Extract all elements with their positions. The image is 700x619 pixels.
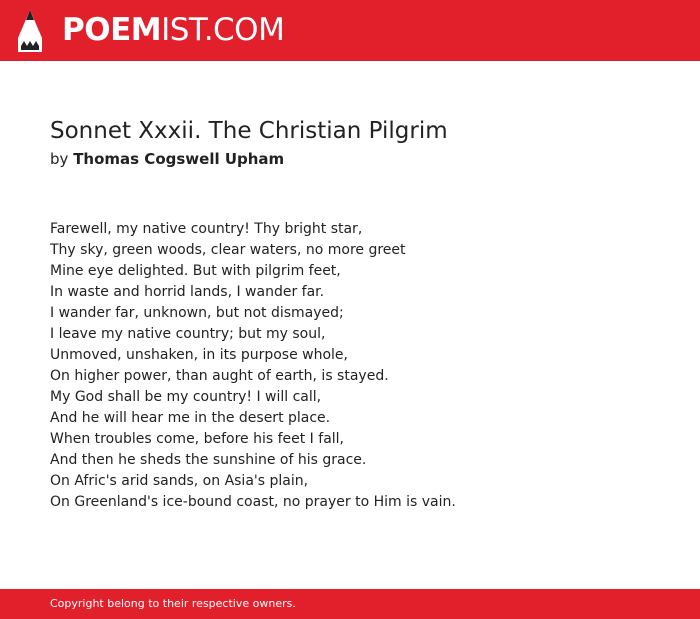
- poem-line: Thy sky, green woods, clear waters, no more greet: [50, 242, 406, 258]
- by-label: by: [50, 150, 69, 168]
- poem-line: Mine eye delighted. But with pilgrim feet,: [50, 263, 341, 279]
- poem-line: Unmoved, unshaken, in its purpose whole,: [50, 347, 348, 363]
- site-logo[interactable]: [62, 12, 284, 48]
- poem-line: I wander far, unknown, but not dismayed;: [50, 305, 344, 321]
- poem-line: I leave my native country; but my soul,: [50, 326, 326, 342]
- poem-line: And he will hear me in the desert place.: [50, 410, 331, 426]
- poem-line: When troubles come, before his feet I fall,: [50, 431, 344, 447]
- pencil-tip-icon[interactable]: [18, 10, 42, 52]
- poem-body: [50, 219, 456, 513]
- byline: [50, 149, 284, 169]
- copyright-text: Copyright belong to their respective owners.: [50, 597, 296, 610]
- site-header: [0, 0, 700, 61]
- logo-light-text: IST.COM: [161, 12, 285, 48]
- poem-line: On higher power, than aught of earth, is stayed.: [50, 368, 389, 384]
- poem-line: My God shall be my country! I will call,: [50, 389, 322, 405]
- poem-title: Sonnet Xxxii. The Christian Pilgrim: [50, 118, 448, 144]
- site-footer: [0, 589, 700, 619]
- poem-line: On Greenland's ice-bound coast, no prayer to Him is vain.: [50, 494, 456, 510]
- logo-bold-text: POEM: [62, 12, 162, 48]
- poem-line: In waste and horrid lands, I wander far.: [50, 284, 325, 300]
- poem-author: Thomas Cogswell Upham: [73, 150, 285, 168]
- poem-line: On Afric's arid sands, on Asia's plain,: [50, 473, 309, 489]
- poem-line: And then he sheds the sunshine of his grace.: [50, 452, 367, 468]
- poem-line: Farewell, my native country! Thy bright star,: [50, 221, 363, 237]
